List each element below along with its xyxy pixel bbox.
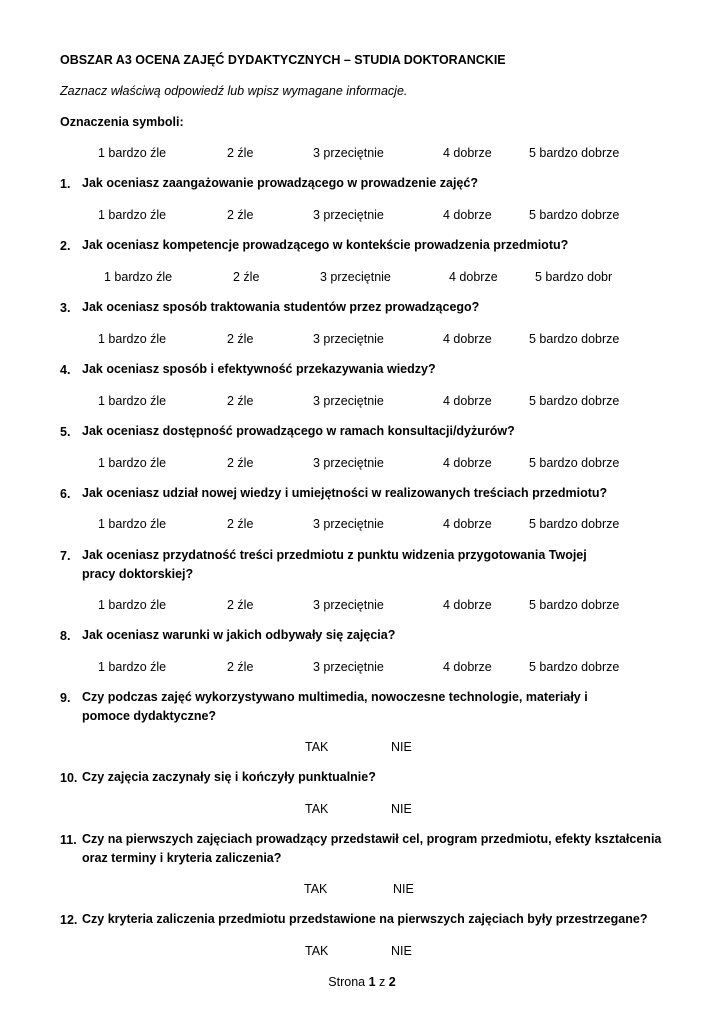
rating-option-5[interactable]: 5 bardzo dobr	[535, 270, 613, 284]
scale-option-3: 3 przeciętnie	[313, 146, 384, 160]
question-number: 9.	[60, 691, 71, 705]
rating-option-2[interactable]: 2 źle	[227, 208, 254, 222]
document-title: OBSZAR A3 OCENA ZAJĘĆ DYDAKTYCZNYCH – STUDIA DOKTORANCKIE	[60, 53, 506, 67]
yes-option[interactable]: TAK	[305, 944, 329, 958]
question-number: 6.	[60, 487, 71, 501]
question-text: Jak oceniasz udział nowej wiedzy i umiejętności w realizowanych treściach przedmiotu?	[82, 486, 608, 500]
scale-option-4: 4 dobrze	[443, 146, 492, 160]
rating-option-2[interactable]: 2 źle	[227, 332, 254, 346]
rating-option-4[interactable]: 4 dobrze	[443, 208, 492, 222]
question-number: 2.	[60, 239, 71, 253]
rating-option-1[interactable]: 1 bardzo źle	[98, 394, 167, 408]
footer-middle: z	[375, 975, 389, 989]
question-number: 7.	[60, 549, 71, 563]
yes-option[interactable]: TAK	[304, 882, 328, 896]
rating-option-2[interactable]: 2 źle	[227, 660, 254, 674]
question-text: Czy zajęcia zaczynały się i kończyły punktualnie?	[82, 770, 376, 784]
rating-option-3[interactable]: 3 przeciętnie	[320, 270, 391, 284]
rating-option-5[interactable]: 5 bardzo dobrze	[529, 332, 620, 346]
rating-option-5[interactable]: 5 bardzo dobrze	[529, 208, 620, 222]
footer-page-number: 1	[368, 975, 376, 989]
rating-option-3[interactable]: 3 przeciętnie	[313, 332, 384, 346]
rating-option-5[interactable]: 5 bardzo dobrze	[529, 517, 620, 531]
rating-option-2[interactable]: 2 źle	[233, 270, 260, 284]
no-option[interactable]: NIE	[391, 740, 412, 754]
question-text: Czy podczas zajęć wykorzystywano multimedia, nowoczesne technologie, materiały i pomoce dydaktyczne?	[82, 690, 588, 723]
rating-option-4[interactable]: 4 dobrze	[443, 517, 492, 531]
rating-option-4[interactable]: 4 dobrze	[449, 270, 498, 284]
rating-option-2[interactable]: 2 źle	[227, 598, 254, 612]
rating-option-1[interactable]: 1 bardzo źle	[98, 456, 167, 470]
rating-option-5[interactable]: 5 bardzo dobrze	[529, 394, 620, 408]
rating-option-4[interactable]: 4 dobrze	[443, 660, 492, 674]
rating-option-1[interactable]: 1 bardzo źle	[98, 517, 167, 531]
question-text: Jak oceniasz zaangażowanie prowadzącego w prowadzenie zajęć?	[82, 176, 478, 190]
question-number: 10.	[60, 771, 78, 785]
rating-option-5[interactable]: 5 bardzo dobrze	[529, 456, 620, 470]
footer-total-pages: 2	[388, 975, 396, 989]
rating-option-1[interactable]: 1 bardzo źle	[98, 208, 167, 222]
rating-option-4[interactable]: 4 dobrze	[443, 394, 492, 408]
scale-option-2: 2 źle	[227, 146, 254, 160]
footer-prefix: Strona	[328, 975, 369, 989]
question-number: 8.	[60, 629, 71, 643]
rating-option-4[interactable]: 4 dobrze	[443, 332, 492, 346]
page-footer	[0, 974, 724, 990]
question-text: Jak oceniasz warunki w jakich odbywały się zajęcia?	[82, 628, 396, 642]
question-number: 11.	[60, 833, 77, 847]
rating-option-3[interactable]: 3 przeciętnie	[313, 517, 384, 531]
rating-option-4[interactable]: 4 dobrze	[443, 598, 492, 612]
rating-option-1[interactable]: 1 bardzo źle	[98, 660, 167, 674]
rating-option-2[interactable]: 2 źle	[227, 517, 254, 531]
rating-option-3[interactable]: 3 przeciętnie	[313, 598, 384, 612]
question-number: 4.	[60, 363, 71, 377]
rating-option-5[interactable]: 5 bardzo dobrze	[529, 660, 620, 674]
rating-option-4[interactable]: 4 dobrze	[443, 456, 492, 470]
scale-option-1: 1 bardzo źle	[98, 146, 167, 160]
no-option[interactable]: NIE	[391, 802, 412, 816]
scale-option-5: 5 bardzo dobrze	[529, 146, 620, 160]
rating-option-1[interactable]: 1 bardzo źle	[104, 270, 173, 284]
question-number: 5.	[60, 425, 71, 439]
rating-option-1[interactable]: 1 bardzo źle	[98, 332, 167, 346]
question-text: Jak oceniasz przydatność treści przedmiotu z punktu widzenia przygotowania Twojej pracy doktorskiej?	[82, 548, 587, 581]
rating-option-1[interactable]: 1 bardzo źle	[98, 598, 167, 612]
rating-option-2[interactable]: 2 źle	[227, 394, 254, 408]
no-option[interactable]: NIE	[391, 944, 412, 958]
rating-option-3[interactable]: 3 przeciętnie	[313, 394, 384, 408]
rating-option-3[interactable]: 3 przeciętnie	[313, 208, 384, 222]
question-text: Jak oceniasz dostępność prowadzącego w ramach konsultacji/dyżurów?	[82, 424, 515, 438]
no-option[interactable]: NIE	[393, 882, 414, 896]
question-number: 12.	[60, 913, 78, 927]
question-number: 1.	[60, 177, 71, 191]
question-text: Jak oceniasz sposób i efektywność przekazywania wiedzy?	[82, 362, 436, 376]
question-text: Czy na pierwszych zajęciach prowadzący przedstawił cel, program przedmiotu, efekty kształcenia oraz terminy i kryteria zaliczenia?	[82, 832, 662, 865]
yes-option[interactable]: TAK	[305, 740, 329, 754]
rating-option-3[interactable]: 3 przeciętnie	[313, 660, 384, 674]
instruction-text: Zaznacz właściwą odpowiedź lub wpisz wymagane informacje.	[60, 84, 408, 98]
legend-label: Oznaczenia symboli:	[60, 115, 184, 129]
question-text: Jak oceniasz kompetencje prowadzącego w kontekście prowadzenia przedmiotu?	[82, 238, 569, 252]
question-number: 3.	[60, 301, 71, 315]
rating-option-2[interactable]: 2 źle	[227, 456, 254, 470]
rating-option-5[interactable]: 5 bardzo dobrze	[529, 598, 620, 612]
question-text: Czy kryteria zaliczenia przedmiotu przedstawione na pierwszych zajęciach były przestrzegane?	[82, 912, 648, 926]
rating-option-3[interactable]: 3 przeciętnie	[313, 456, 384, 470]
yes-option[interactable]: TAK	[305, 802, 329, 816]
question-text: Jak oceniasz sposób traktowania studentów przez prowadzącego?	[82, 300, 480, 314]
